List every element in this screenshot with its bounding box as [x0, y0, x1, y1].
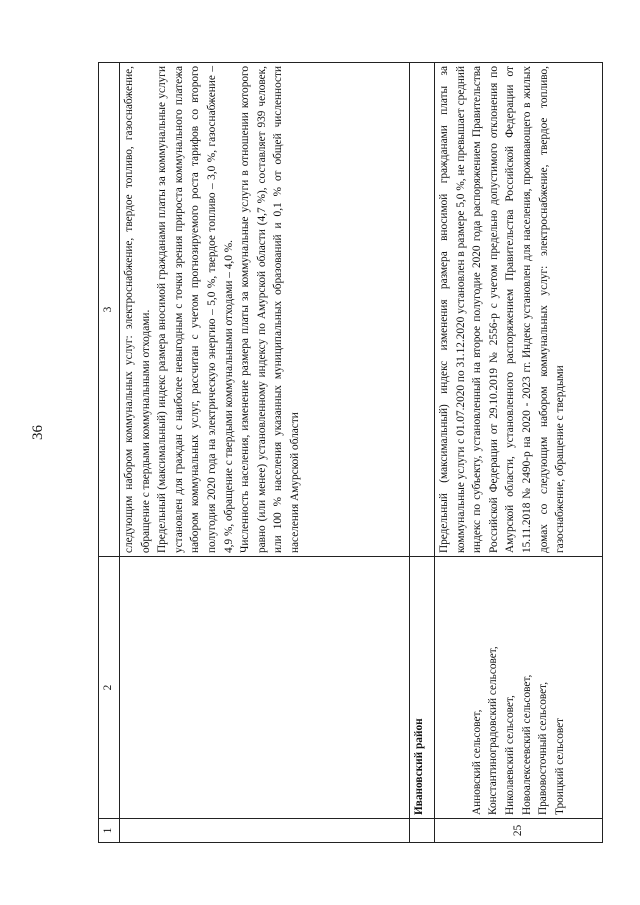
continuation-area-cell: [120, 557, 410, 819]
row-number: 25: [435, 819, 603, 843]
row-areas: [435, 557, 603, 819]
header-col-2: 2: [99, 557, 120, 819]
header-col-3: 3: [99, 63, 120, 557]
continuation-paragraph: Численность населения, изменение размера платы за коммунальные услуги в отношении которого равно (или менее) установленному индексу по Амурской области (4,7 %), составляет 939 человек, или 100 % населения указанных муниципальных образований и 0,1 % от общей численности населения Амурской области: [239, 66, 301, 553]
header-col-1: 1: [99, 819, 120, 843]
continuation-text-cell: [120, 63, 410, 557]
region-num-cell: [410, 819, 435, 843]
area-item: Анновский сельсовет,: [470, 709, 483, 815]
region-row: [410, 63, 435, 843]
table-row: [435, 63, 603, 843]
area-item: Правовосточный сельсовет,: [537, 681, 550, 815]
region-text-cell: [410, 63, 435, 557]
continuation-paragraph: следующим набором коммунальных услуг: электроснабжение, твердое топливо, газоснабжение, обращение с твердыми коммунальными отходами.: [123, 66, 152, 553]
continuation-paragraph: Предельный (максимальный) индекс размера вносимой гражданами платы за коммунальные услуги установлен для граждан с наиболее невыгодным с точки зрения прироста коммунального платежа набором коммунальных услуг, рассчитан с учетом прогнозируемого роста тарифов со второго полугодия 2020 года на электрическую энергию – 5,0 %, твердое топливо – 3,0 %, газоснабжение – 4,9 %, обращение с твердыми коммунальными отходами – 4,0 %.: [156, 66, 235, 553]
page-number: 36: [30, 425, 46, 440]
continuation-num-cell: [120, 819, 410, 843]
area-item: Константиноградовский сельсовет,: [487, 646, 500, 815]
area-item: Новоалексеевский сельсовет,: [520, 674, 533, 815]
header-row: [99, 63, 120, 843]
area-item: Николаевский сельсовет,: [503, 695, 516, 815]
area-item: Троицкий сельсовет: [553, 717, 566, 815]
row-text: Предельный (максимальный) индекс изменения размера вносимой гражданами платы за коммунальные услуги с 01.07.2020 по 31.12.2020 установлен в размере 5,0 %, не превышает средний индекс по субъекту, установленный на второе полугодие 2020 года распоряжением Правительства Российской Федерации от 29.10.2019 № 2556-р с учетом предельно допустимого отклонения по Амурской области, установленного распоряжением Правительства Российской Федерации от 15.11.2018 № 2490-р на 2020 - 2023 гг. Индекс установлен для населения, проживающего в жилых домах со следующим набором коммунальных услуг: электроснабжение, твердое топливо, газоснабжение, обращение с твердыми: [435, 63, 603, 557]
tariff-table: [98, 62, 603, 843]
region-name: Ивановский район: [410, 557, 435, 819]
rotated-page: [98, 63, 603, 843]
continuation-row: [120, 63, 410, 843]
